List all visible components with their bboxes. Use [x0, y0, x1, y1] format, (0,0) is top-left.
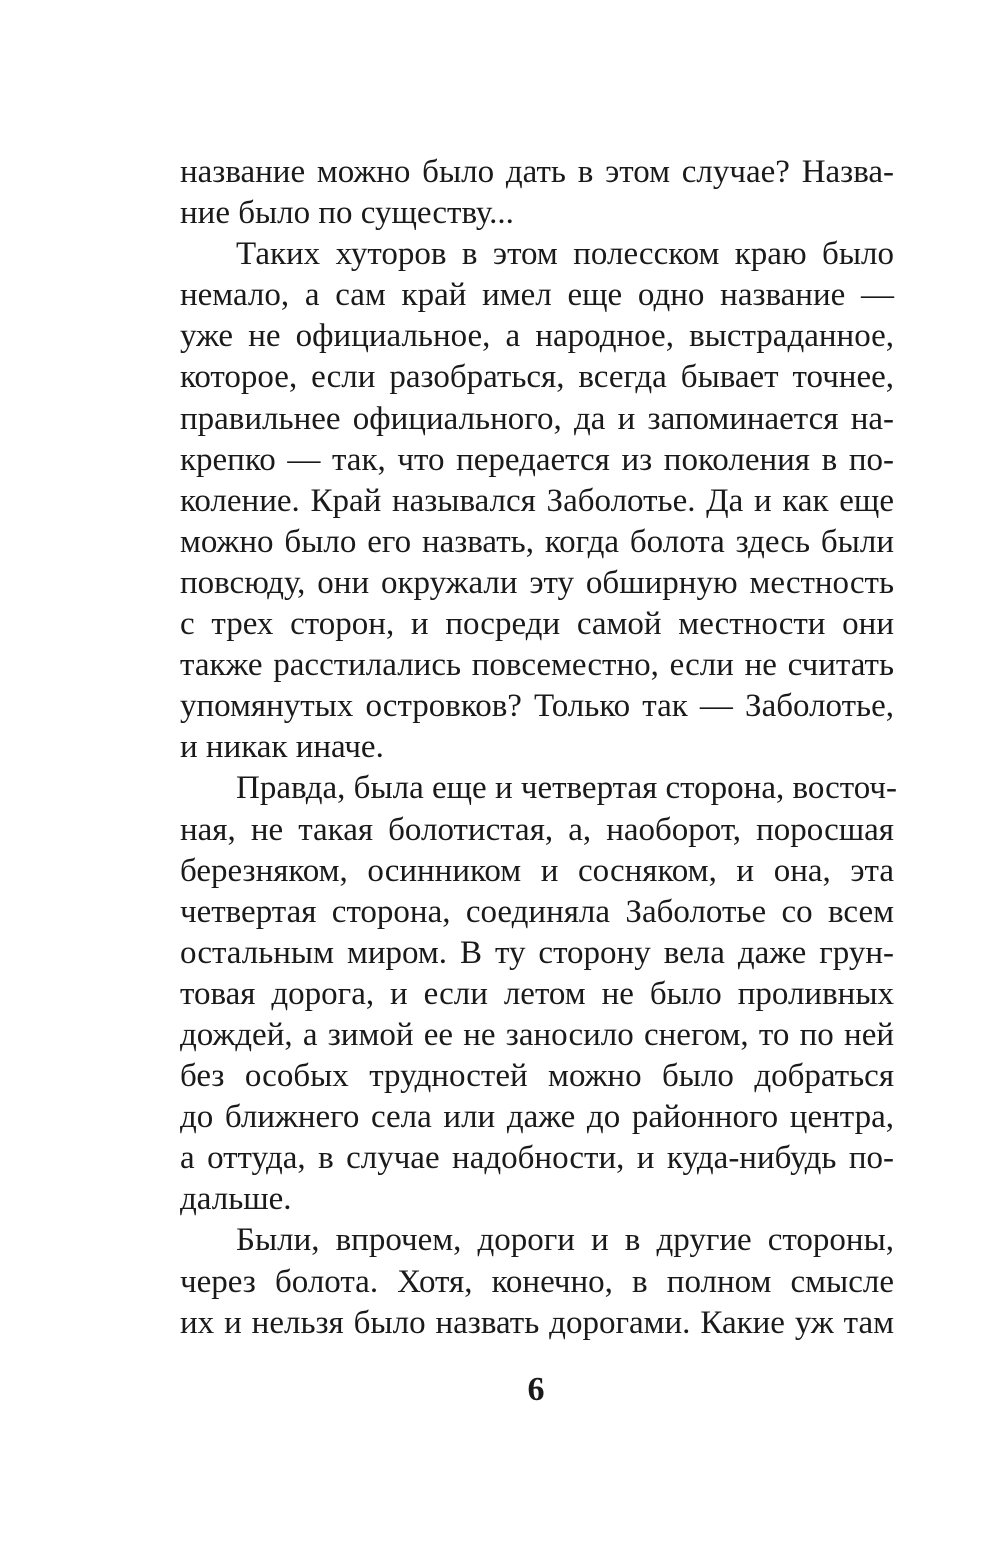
text-line: остальным миром. В ту сторону вела даже грун-	[180, 934, 894, 971]
text-line: также расстилались повсеместно, если не считать	[180, 647, 894, 684]
text-line: березняком, осинником и сосняком, и она, эта	[180, 852, 894, 889]
text-line: а оттуда, в случае надобности, и куда-нибудь по-	[180, 1140, 894, 1177]
text-line: с трех сторон, и посреди самой местности они	[180, 606, 894, 643]
text-line: четвертая сторона, соединяла Заболотье со всем	[180, 893, 894, 930]
text-line: название можно было дать в этом случае? Назва-	[180, 154, 894, 190]
text-line: повсюду, они окружали эту обширную местность	[180, 564, 894, 601]
text-line: через болота. Хотя, конечно, в полном смысле	[180, 1263, 894, 1300]
text-line: до ближнего села или даже до районного центра,	[180, 1099, 894, 1136]
text-line: Были, впрочем, дороги и в другие стороны,	[236, 1222, 894, 1259]
text-line: которое, если разобраться, всегда бывает точнее,	[180, 359, 894, 396]
text-line: коление. Край назывался Заболотье. Да и как еще	[180, 482, 894, 519]
text-line: крепко — так, что передается из поколения в по-	[180, 441, 894, 478]
text-line: товая дорога, и если летом не было проливных	[180, 975, 894, 1012]
text-line: Таких хуторов в этом полесском краю было	[236, 236, 894, 273]
text-line: ние было по существу...	[180, 195, 514, 232]
text-line: немало, а сам край имел еще одно название —	[180, 277, 894, 314]
page-text	[180, 152, 898, 1344]
page-number: 6	[527, 1371, 545, 1408]
text-line: Правда, была еще и четвертая сторона, восточ-	[236, 770, 898, 807]
text-line: и никак иначе.	[180, 729, 384, 766]
text-line: дальше.	[180, 1181, 292, 1218]
text-line: упомянутых островков? Только так — Заболотье,	[180, 688, 894, 725]
text-line: правильнее официального, да и запоминается на-	[180, 400, 894, 437]
text-line: их и нельзя было назвать дорогами. Какие уж там	[180, 1304, 894, 1341]
text-line: ная, не такая болотистая, а, наоборот, поросшая	[180, 811, 894, 848]
text-line: можно было его назвать, когда болота здесь были	[180, 523, 894, 560]
text-line: дождей, а зимой ее не заносило снегом, то по ней	[180, 1016, 894, 1053]
text-line: без особых трудностей можно было добраться	[180, 1058, 894, 1095]
text-line: уже не официальное, а народное, выстраданное,	[180, 318, 894, 355]
